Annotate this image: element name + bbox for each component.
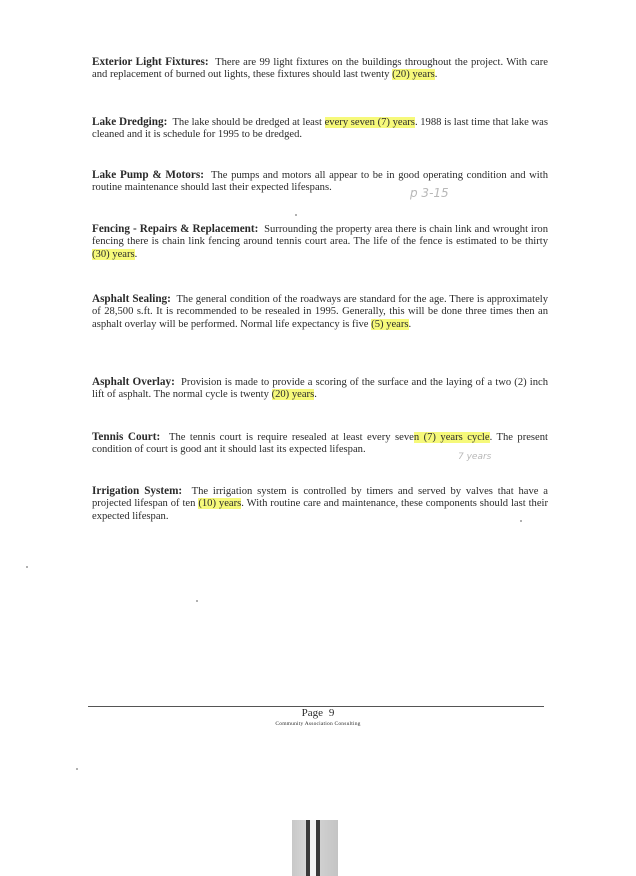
section-text: Provision is made to provide a scoring of the surface and the laying of a two (2) inch lift of asphalt. The normal cycle is twenty: [92, 377, 548, 401]
page-number-value: 9: [328, 707, 335, 719]
binder-clip-mark: [292, 820, 338, 876]
section-irrigation-system: [92, 485, 548, 523]
scan-speck: [76, 768, 78, 770]
section-heading: Irrigation System:: [92, 485, 183, 497]
section-heading: Exterior Light Fixtures:: [92, 56, 209, 68]
scan-speck: [26, 566, 28, 568]
section-asphalt-sealing: [92, 293, 548, 331]
scan-speck: [295, 214, 297, 216]
section-heading: Asphalt Overlay:: [92, 376, 175, 388]
section-text: The general condition of the roadways are standard for the age. There is approximately of 28,500 s.ft. It is recommended to be resealed in 1995. Generally, this will be done three times then an asphalt overlay will be performed. Normal life expectancy is five: [92, 294, 549, 330]
scan-speck: [520, 520, 522, 522]
section-text-end: .: [314, 389, 317, 401]
section-heading: Asphalt Sealing:: [92, 293, 171, 305]
section-exterior-light-fixtures: [92, 56, 548, 82]
section-text: The pumps and motors all appear to be in good operating condition and with routine maintenance should last their expected lifespans.: [92, 170, 548, 194]
section-text-end: .: [434, 69, 438, 81]
section-heading: Lake Pump & Motors:: [92, 169, 204, 181]
highlighted-text: (20) years: [271, 389, 315, 401]
highlighted-text: (20) years: [392, 69, 435, 81]
section-text: Surrounding the property area there is chain link and wrought iron fencing there is chain link fencing around tennis court area. The life of the fence is estimated to be thirty: [92, 224, 549, 248]
section-heading: Lake Dredging:: [92, 116, 168, 128]
handwritten-note-pump: p 3-15: [410, 186, 449, 200]
section-text-end: .: [408, 318, 412, 330]
section-text-end: . With routine care and maintenance, these components should last their expected lifespan.: [92, 498, 548, 522]
section-heading: Tennis Court:: [92, 431, 161, 443]
section-lake-pump-motors: [92, 169, 548, 195]
section-text: The irrigation system is controlled by timers and served by valves that have a projected lifespan of ten: [92, 486, 549, 510]
scan-speck: [196, 600, 198, 602]
handwritten-note-tennis: 7 years: [458, 452, 492, 462]
section-asphalt-overlay: [92, 376, 548, 402]
section-text-end: . The present condition of court is good ant it should last its expected lifespan.: [92, 432, 549, 456]
highlighted-text: (30) years: [92, 248, 135, 260]
highlighted-text: (5) years: [371, 318, 409, 330]
highlighted-text: (10) years: [198, 498, 242, 510]
highlighted-text: every seven (7) years: [324, 117, 415, 128]
section-text: The lake should be dredged at least: [172, 117, 325, 128]
page-label: Page: [301, 707, 324, 719]
section-text-end: .: [134, 248, 138, 260]
section-text: There are 99 light fixtures on the buildings throughout the project. With care and replacement of burned out lights, these fixtures should last twenty: [92, 57, 548, 81]
section-heading: Fencing - Repairs & Replacement:: [92, 223, 259, 235]
section-text: The tennis court is require resealed at least every seve: [168, 432, 414, 443]
section-lake-dredging: [92, 116, 548, 142]
highlighted-text: n (7) years cycle: [413, 432, 490, 443]
section-fencing: [92, 223, 548, 261]
footer-organization: Community Association Consulting: [275, 721, 361, 727]
section-text-end: . 1988 is last time that lake was cleaned and it is schedule for 1995 to be dredged.: [92, 117, 548, 141]
page-number: [0, 707, 636, 719]
